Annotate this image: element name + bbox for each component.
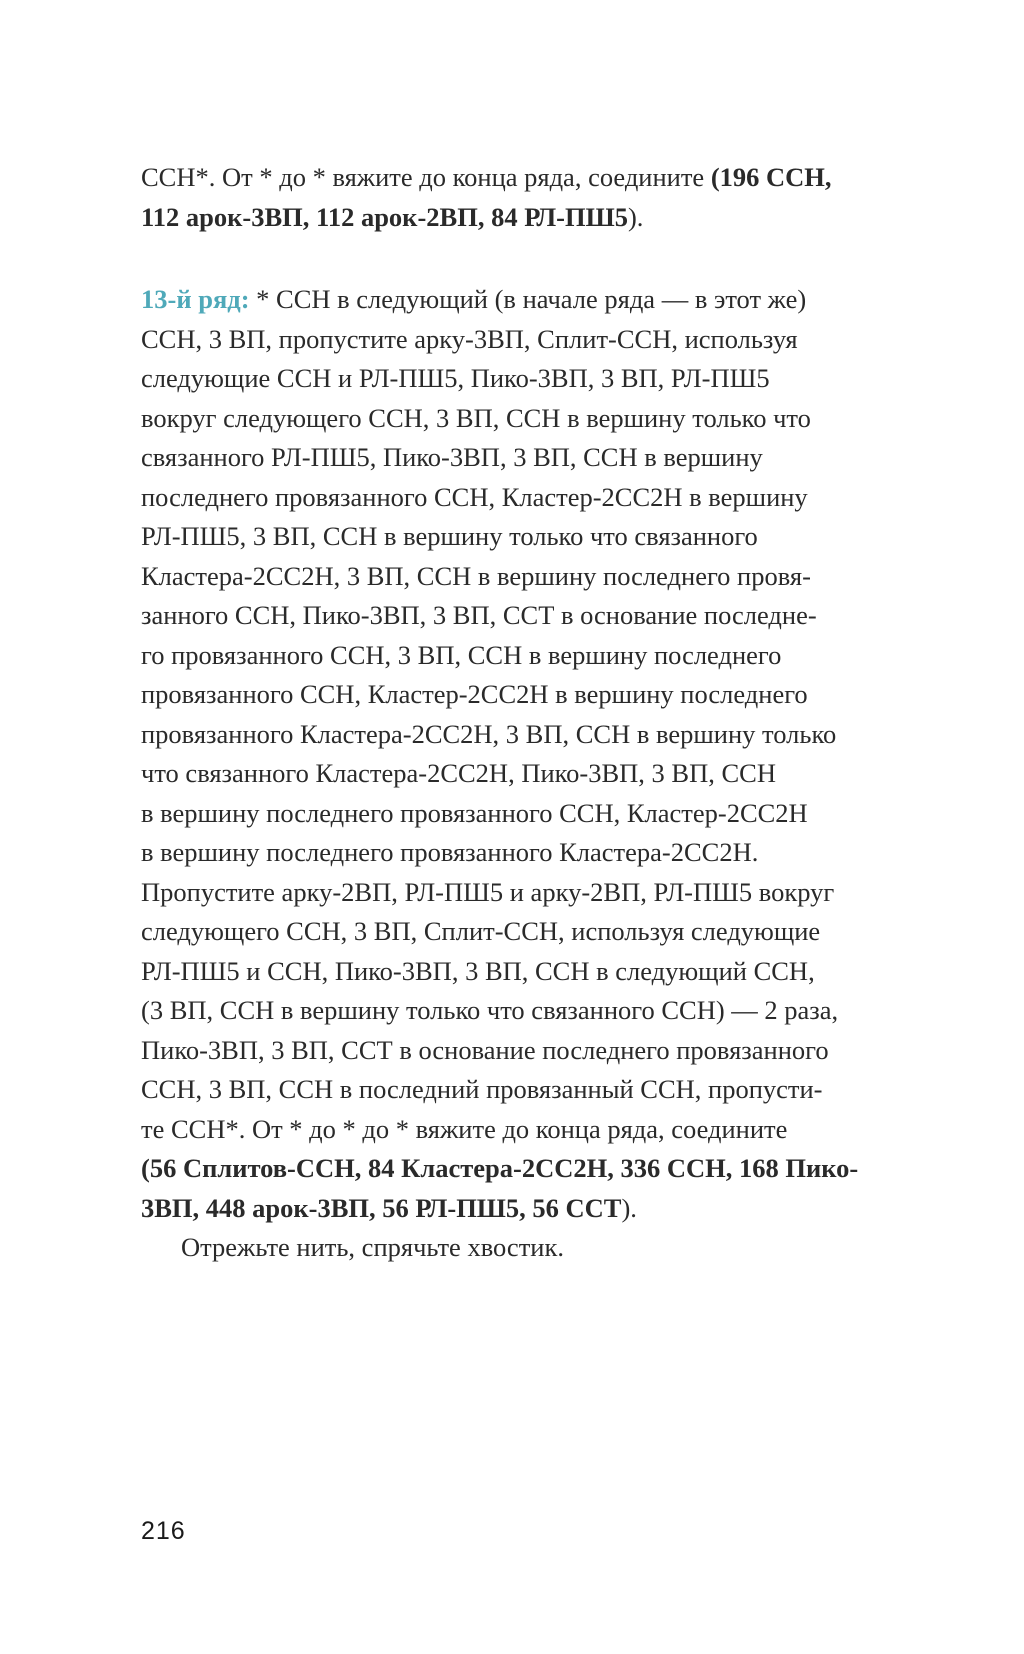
text-line: (3 ВП, ССН в вершину только что связанного ССН) — 2 раза, — [141, 995, 839, 1025]
text-line: те ССН*. От * до * до * вяжите до конца ряда, соедините — [141, 1113, 788, 1144]
text-line: связанного РЛ-ПШ5, Пико-3ВП, 3 ВП, ССН в вершину — [141, 442, 763, 472]
text-line — [141, 198, 941, 238]
text-line: следующего ССН, 3 ВП, Сплит-ССН, используя следующие — [141, 916, 821, 946]
text-line: провязанного Кластера-2СС2Н, 3 ВП, ССН в вершину только — [141, 718, 837, 749]
bold-count-summary: 112 арок-3ВП, 112 арок-2ВП, 84 РЛ-ПШ5 — [141, 201, 628, 232]
text-line: вокруг следующего ССН, 3 ВП, ССН в вершину только что — [141, 402, 811, 433]
text-fragment: * ССН в следующий (в начале ряда — в этот же) — [249, 284, 807, 314]
text-line: что связанного Кластера-2СС2Н, Пико-3ВП, 3 ВП, ССН — [141, 758, 776, 788]
text-fragment: ). — [621, 1192, 637, 1223]
text-line: Пико-3ВП, 3 ВП, ССТ в основание последнего провязанного — [141, 1034, 829, 1065]
bold-count-summary: (56 Сплитов-ССН, 84 Кластера-2СС2Н, 336 ССН, 168 Пико- — [141, 1153, 859, 1183]
final-instruction: Отрежьте нить, спрячьте хвостик. — [181, 1232, 564, 1262]
text-line: ССН, 3 ВП, ССН в последний провязанный ССН, пропусти- — [141, 1074, 823, 1104]
page-number: 216 — [141, 1517, 186, 1545]
text-line — [141, 1189, 941, 1229]
text-line: го провязанного ССН, 3 ВП, ССН в вершину последнего — [141, 639, 782, 670]
text-line: РЛ-ПШ5, 3 ВП, ССН в вершину только что связанного — [141, 521, 758, 551]
text-fragment: ССН*. От * до * вяжите до конца ряда, соедините — [141, 162, 711, 192]
text-line: Кластера-2СС2Н, 3 ВП, ССН в вершину последнего провя- — [141, 560, 811, 591]
row-13-instructions — [141, 280, 941, 1268]
text-line: занного ССН, Пико-3ВП, 3 ВП, ССТ в основание последне- — [141, 600, 817, 630]
text-line: следующие ССН и РЛ-ПШ5, Пико-3ВП, 3 ВП, РЛ-ПШ5 — [141, 363, 770, 393]
paragraph-continuation — [141, 158, 941, 237]
text-line: в вершину последнего провязанного ССН, Кластер-2СС2Н — [141, 797, 808, 828]
text-line — [141, 280, 941, 320]
row-heading: 13-й ряд: — [141, 284, 250, 314]
bold-count-summary: (196 ССН, — [710, 162, 832, 192]
text-line: провязанного ССН, Кластер-2СС2Н в вершину последнего — [141, 679, 808, 709]
text-line — [141, 158, 941, 198]
text-line: последнего провязанного ССН, Кластер-2СС2Н в вершину — [141, 481, 808, 512]
text-fragment: ). — [627, 201, 644, 232]
text-line: ССН, 3 ВП, пропустите арку-3ВП, Сплит-ССН, используя — [141, 323, 798, 354]
bold-count-summary: 3ВП, 448 арок-3ВП, 56 РЛ-ПШ5, 56 ССТ — [141, 1192, 622, 1223]
text-line: в вершину последнего провязанного Кластера-2СС2Н. — [141, 837, 759, 867]
text-line: РЛ-ПШ5 и ССН, Пико-3ВП, 3 ВП, ССН в следующий ССН, — [141, 955, 815, 986]
text-line: Пропустите арку-2ВП, РЛ-ПШ5 и арку-2ВП, РЛ-ПШ5 вокруг — [141, 876, 835, 907]
